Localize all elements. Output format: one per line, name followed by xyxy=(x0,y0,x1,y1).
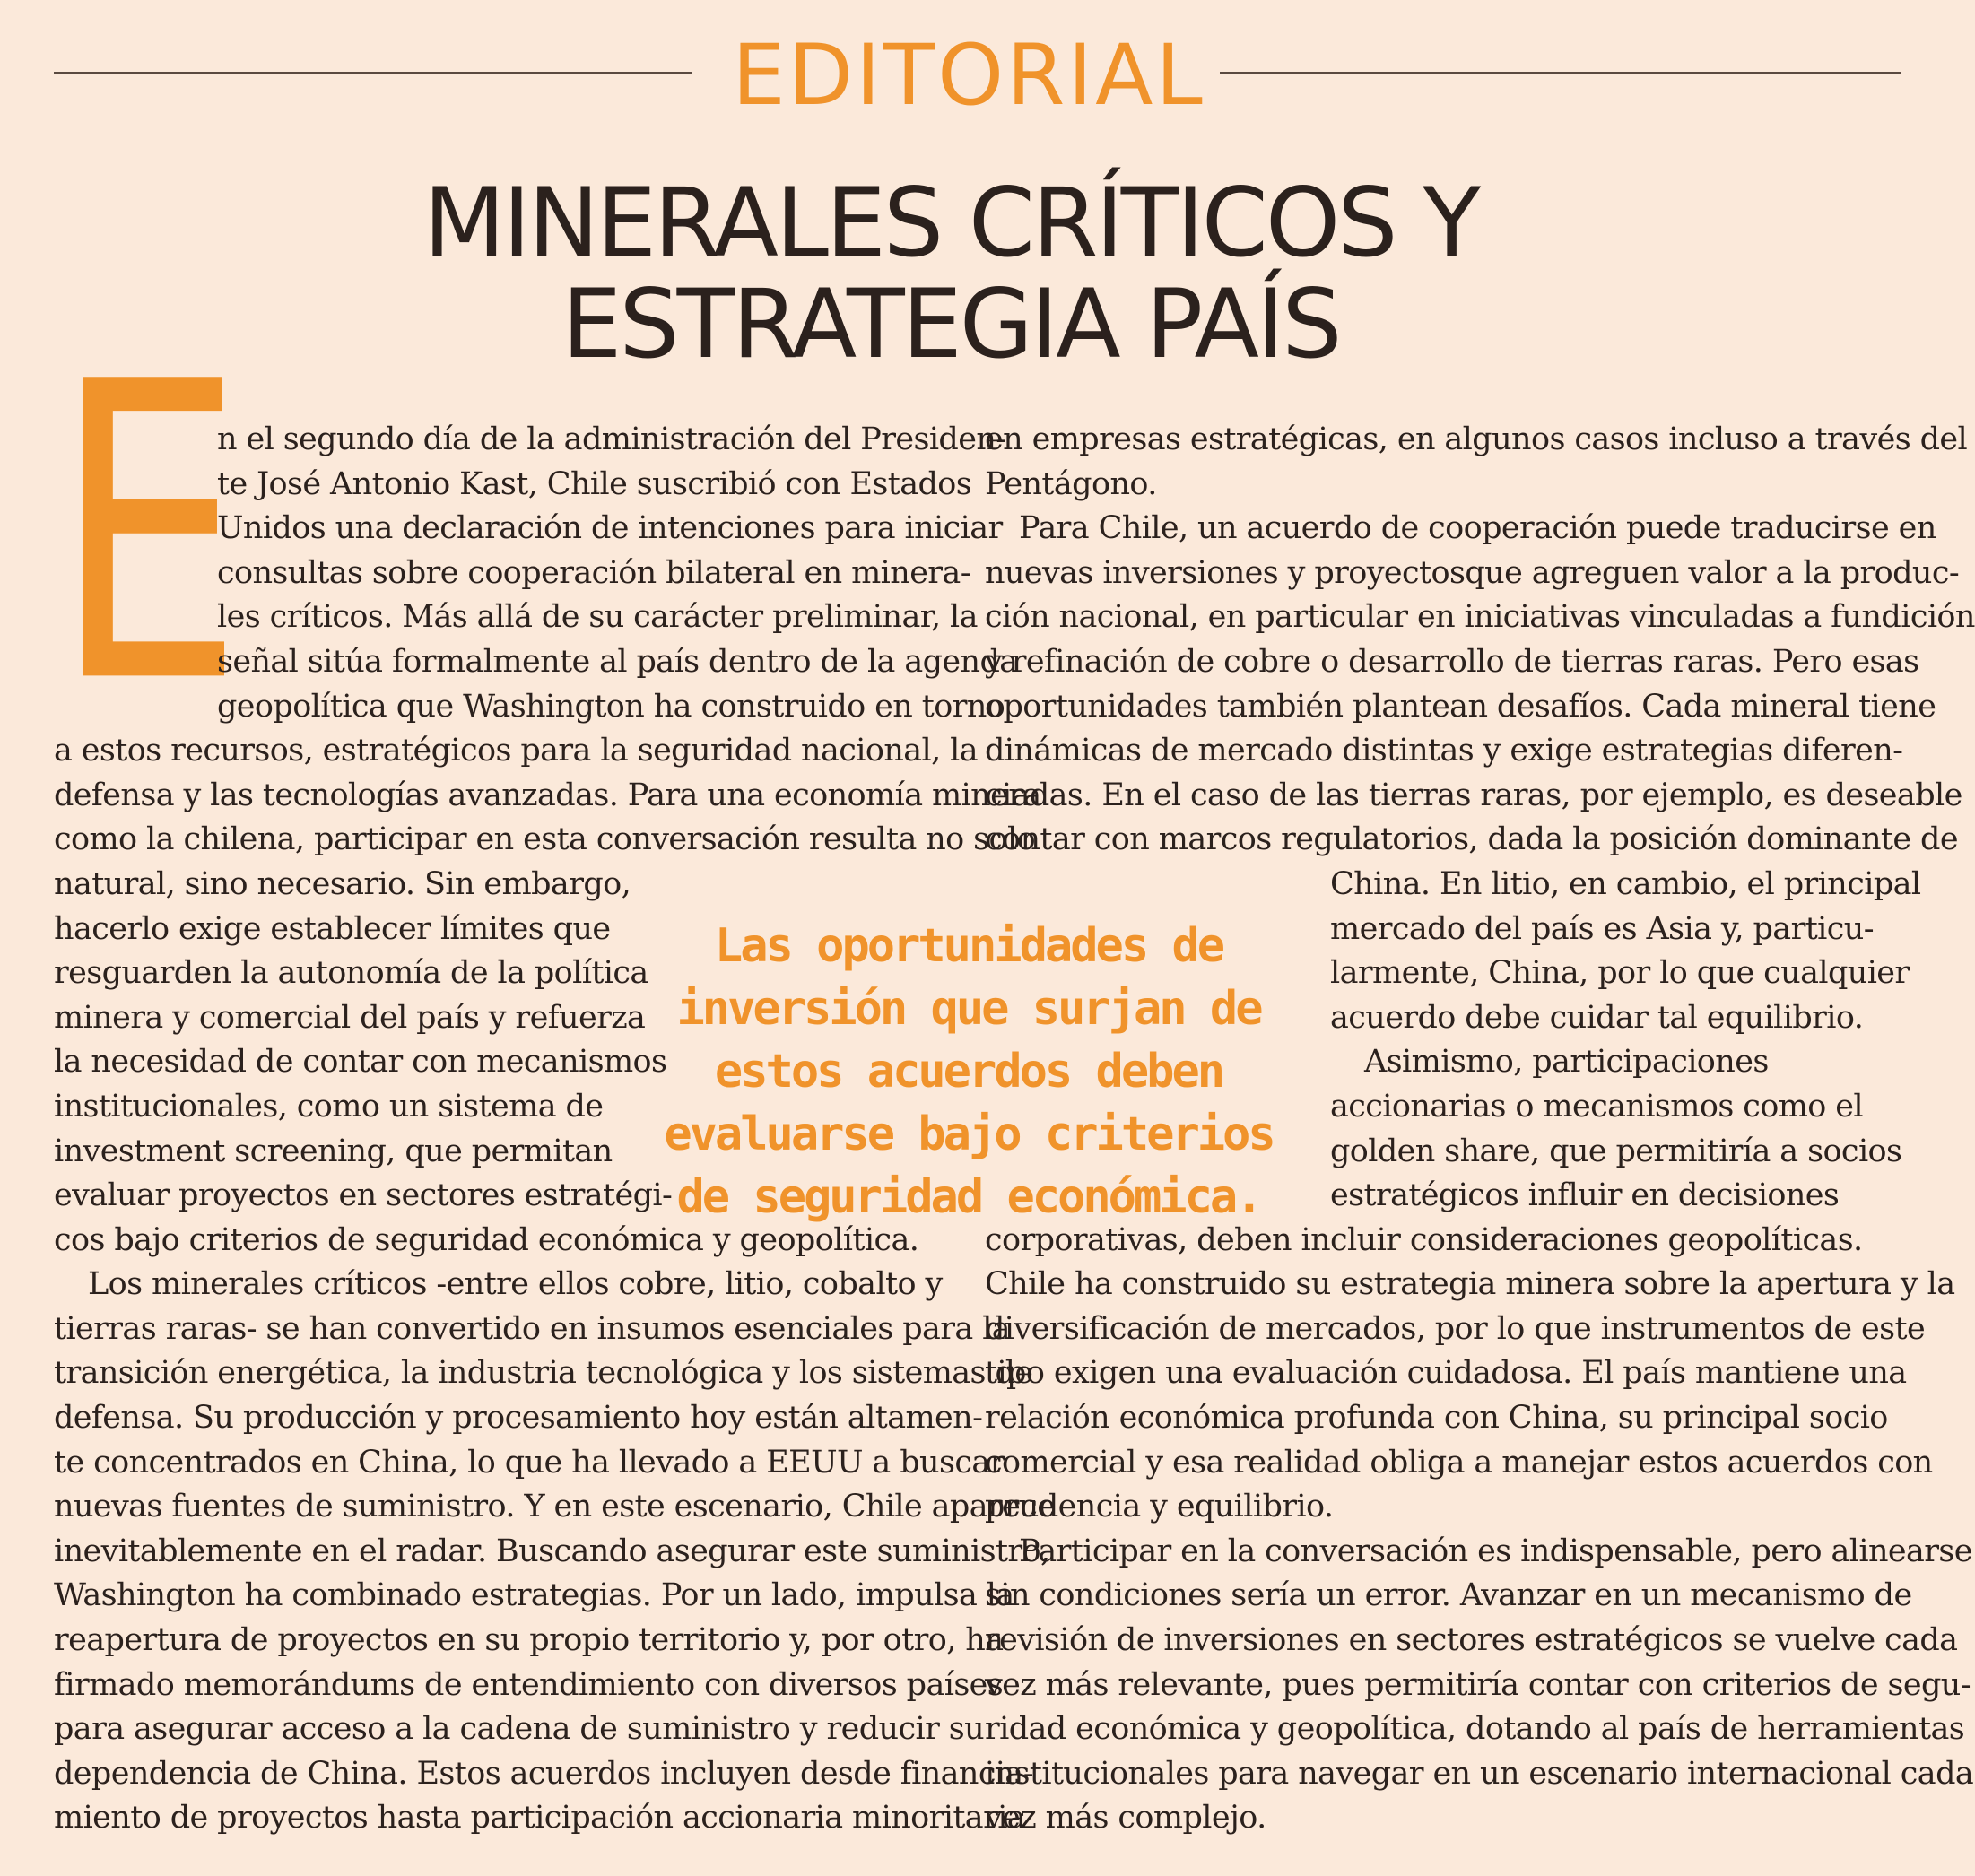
body-line: revisión de inversiones en sectores estratégicos se vuelve cada xyxy=(985,1622,1958,1659)
body-line: acuerdo debe cuidar tal equilibrio. xyxy=(1330,999,1864,1036)
body-line: estratégicos influir en decisiones xyxy=(1330,1177,1840,1214)
section-label: EDITORIAL xyxy=(732,27,1205,125)
body-line: miento de proyectos hasta participación accionaria minoritaria xyxy=(54,1800,1026,1837)
body-line: Pentágono. xyxy=(985,465,1157,502)
body-line: para asegurar acceso a la cadena de suministro y reducir su xyxy=(54,1711,985,1748)
body-line: a estos recursos, estratégicos para la seguridad nacional, la xyxy=(54,733,979,769)
body-line: natural, sino necesario. Sin embargo, xyxy=(54,865,631,902)
body-line: Participar en la conversación es indispensable, pero alinearse xyxy=(1019,1533,1972,1569)
body-line: larmente, China, por lo que cualquier xyxy=(1330,955,1910,992)
body-line: golden share, que permitiría a socios xyxy=(1330,1133,1902,1169)
body-line: tierras raras- se han convertido en insumos esenciales para la xyxy=(54,1310,1011,1347)
body-line: sin condiciones sería un error. Avanzar en un mecanismo de xyxy=(985,1577,1912,1614)
pull-quote: Las oportunidades de inversión que surjan de estos acuerdos deben evaluarse bajo criterios de seguridad económica. xyxy=(664,919,1274,1224)
body-line: dinámicas de mercado distintas y exige estrategias diferen- xyxy=(985,733,1903,769)
body-line: nuevas fuentes de suministro. Y en este escenario, Chile aparece xyxy=(54,1489,1056,1525)
body-line: mercado del país es Asia y, particu- xyxy=(1330,910,1874,947)
body-line: señal sitúa formalmente al país dentro de la agenda xyxy=(217,643,1018,680)
body-line: firmado memorándums de entendimiento con diversos países xyxy=(54,1666,1004,1703)
body-line: dependencia de China. Estos acuerdos incluyen desde financia- xyxy=(54,1755,1033,1792)
body-line: consultas sobre cooperación bilateral en minera- xyxy=(217,554,970,591)
body-line: nuevas inversiones y proyectosque agreguen valor a la produc- xyxy=(985,554,1960,591)
body-line: accionarias o mecanismos como el xyxy=(1330,1088,1864,1125)
body-line: contar con marcos regulatorios, dada la posición dominante de xyxy=(985,821,1958,858)
body-line: diversificación de mercados, por lo que instrumentos de este xyxy=(985,1310,1926,1347)
body-line: hacerlo exige establecer límites que xyxy=(54,910,611,947)
body-line: ridad económica y geopolítica, dotando al país de herramientas xyxy=(985,1711,1965,1748)
header-rule-right xyxy=(1220,72,1901,74)
body-line: inevitablemente en el radar. Buscando asegurar este suministro, xyxy=(54,1533,1050,1569)
body-line: Para Chile, un acuerdo de cooperación puede traducirse en xyxy=(1019,510,1936,547)
body-line: vez más relevante, pues permitiría contar con criterios de segu- xyxy=(985,1666,1971,1703)
body-line: les críticos. Más allá de su carácter preliminar, la xyxy=(217,599,978,636)
body-line: institucionales, como un sistema de xyxy=(54,1088,604,1125)
headline xyxy=(0,168,1901,379)
body-line: n el segundo día de la administración del Presiden- xyxy=(217,421,1006,457)
section-header xyxy=(54,27,1901,126)
body-line: minera y comercial del país y refuerza xyxy=(54,999,646,1036)
body-line: Chile ha construido su estrategia minera sobre la apertura y la xyxy=(985,1266,1955,1303)
body-line: geopolítica que Washington ha construido en torno xyxy=(217,688,1005,725)
body-line: la necesidad de contar con mecanismos xyxy=(54,1044,667,1081)
body-line: defensa. Su producción y procesamiento hoy están altamen- xyxy=(54,1400,983,1437)
body-line: y refinación de cobre o desarrollo de tierras raras. Pero esas xyxy=(985,643,1919,680)
body-line: te José Antonio Kast, Chile suscribió con Estados xyxy=(217,465,972,502)
drop-cap: E xyxy=(54,296,244,773)
body-line: reapertura de proyectos en su propio territorio y, por otro, ha xyxy=(54,1622,1004,1659)
body-line: ción nacional, en particular en iniciativas vinculadas a fundición xyxy=(985,599,1975,636)
body-line: resguarden la autonomía de la política xyxy=(54,955,648,992)
body-line: cos bajo criterios de seguridad económica y geopolítica. xyxy=(54,1221,919,1258)
body-line: defensa y las tecnologías avanzadas. Para una economía minera xyxy=(54,777,1041,813)
body-line: investment screening, que permitan xyxy=(54,1133,613,1169)
body-line: China. En litio, en cambio, el principal xyxy=(1330,865,1921,902)
body-line: Unidos una declaración de intenciones para iniciar xyxy=(217,510,1003,547)
body-line: institucionales para navegar en un escenario internacional cada xyxy=(985,1755,1974,1792)
body-line: evaluar proyectos en sectores estratégi- xyxy=(54,1177,673,1214)
body-line: vez más complejo. xyxy=(985,1800,1266,1837)
headline-line-1: MINERALES CRÍTICOS Y xyxy=(423,168,1478,278)
body-line: te concentrados en China, lo que ha llevado a EEUU a buscar xyxy=(54,1444,1005,1481)
body-line: corporativas, deben incluir consideraciones geopolíticas. xyxy=(985,1221,1863,1258)
right-column xyxy=(985,418,1975,1841)
body-line: en empresas estratégicas, en algunos casos incluso a través del xyxy=(985,421,1968,457)
body-line: comercial y esa realidad obliga a manejar estos acuerdos con xyxy=(985,1444,1933,1481)
body-line: Asimismo, participaciones xyxy=(1364,1044,1769,1081)
body-line: oportunidades también plantean desafíos. Cada mineral tiene xyxy=(985,688,1936,725)
body-line: Washington ha combinado estrategias. Por un lado, impulsa la xyxy=(54,1577,1014,1614)
body-line: como la chilena, participar en esta conversación resulta no solo xyxy=(54,821,1036,858)
body-line: tipo exigen una evaluación cuidadosa. El país mantiene una xyxy=(985,1355,1907,1392)
body-line: ciadas. En el caso de las tierras raras, por ejemplo, es deseable xyxy=(985,777,1962,813)
header-rule-left xyxy=(54,72,692,74)
body-line: Los minerales críticos -entre ellos cobre, litio, cobalto y xyxy=(88,1266,943,1303)
body-line: prudencia y equilibrio. xyxy=(985,1489,1334,1525)
headline-line-2: ESTRATEGIA PAÍS xyxy=(561,269,1340,379)
body-line: relación económica profunda con China, su principal socio xyxy=(985,1400,1888,1437)
body-line: transición energética, la industria tecnológica y los sistemas de xyxy=(54,1355,1033,1392)
